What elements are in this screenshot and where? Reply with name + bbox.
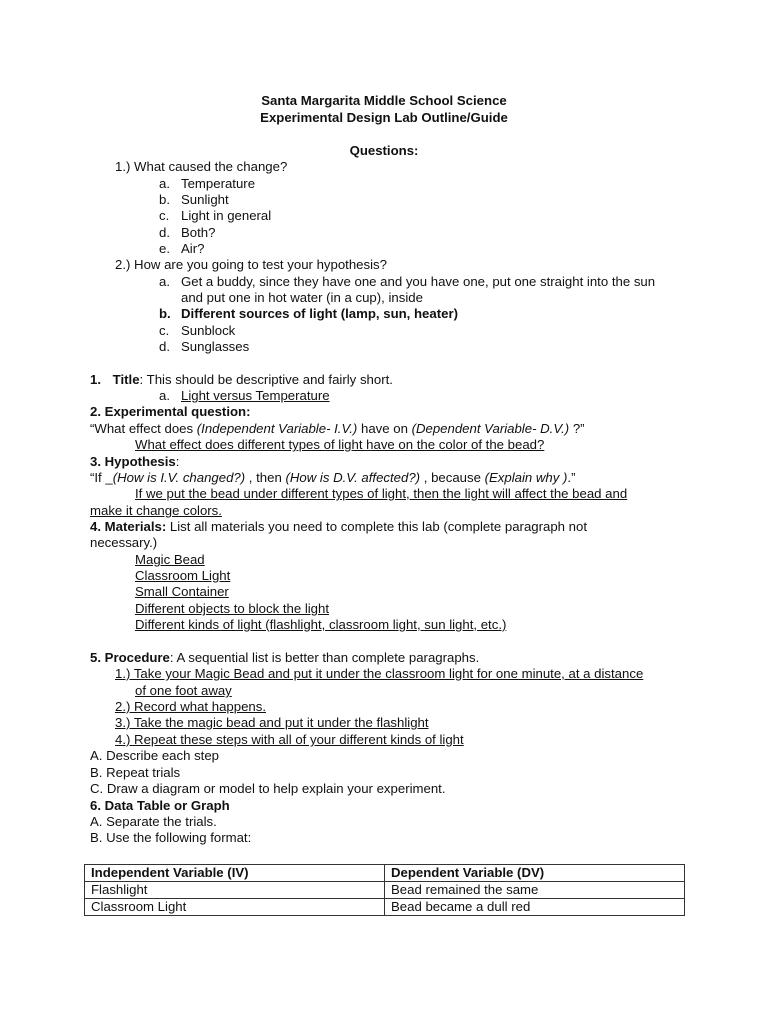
q1-option-light: Light in general [181, 208, 272, 223]
question-1: 1.) What caused the change? [115, 159, 288, 174]
section-2-heading: 2. Experimental question: [90, 404, 251, 419]
section-description: : A sequential list is better than complete paragraphs. [169, 650, 480, 665]
material-item: Small Container [135, 584, 229, 599]
procedure-note: A. Describe each step [90, 748, 220, 763]
list-marker: a. [159, 388, 170, 403]
q2-option-c: Sunblock [181, 323, 236, 338]
q2-option-b: Different sources of light (lamp, sun, heater) [181, 306, 458, 321]
prompt-dv: (Dependent Variable- D.V.) [411, 421, 570, 436]
column-header: Dependent Variable (DV) [385, 865, 685, 882]
prompt-text: , then [245, 470, 286, 485]
procedure-step-1-cont: of one foot away [135, 683, 232, 698]
material-item: Magic Bead [135, 552, 205, 567]
table-cell: Flashlight [85, 882, 385, 899]
table-row [85, 882, 685, 899]
school-title: Santa Margarita Middle School Science [261, 93, 507, 108]
procedure-step-3: 3.) Take the magic bead and put it under the flashlight [115, 715, 429, 730]
prompt-text: “What effect does [90, 421, 197, 436]
table-row [85, 899, 685, 916]
data-table [84, 864, 685, 916]
section-6-heading: 6. Data Table or Graph [90, 798, 230, 813]
list-marker: c. [159, 208, 170, 223]
procedure-step-2: 2.) Record what happens. [115, 699, 267, 714]
prompt-text: “If _ [90, 470, 113, 485]
q1-option-both: Both? [181, 225, 216, 240]
hypothesis-answer-line2: make it change colors. [90, 503, 222, 518]
list-marker: b. [159, 306, 171, 321]
section-heading-text: 3. Hypothesis [90, 454, 176, 469]
data-note: A. Separate the trials. [90, 814, 217, 829]
data-note: B. Use the following format: [90, 830, 252, 845]
q1-option-sunlight: Sunlight [181, 192, 229, 207]
hypothesis-prompt [90, 470, 575, 486]
prompt-text: ?” [569, 421, 585, 436]
list-marker: b. [159, 192, 170, 207]
q2-option-a-line2: and put one in hot water (in a cup), inside [181, 290, 423, 305]
prompt-text: .” [567, 470, 576, 485]
prompt-iv: (How is I.V. changed?) [112, 470, 246, 485]
prompt-why: (Explain why ) [484, 470, 568, 485]
section-5-heading [90, 650, 479, 666]
prompt-text: , because [420, 470, 485, 485]
q1-option-air: Air? [181, 241, 205, 256]
section-3-heading [90, 454, 179, 470]
list-marker: a. [159, 274, 170, 289]
table-cell: Classroom Light [85, 899, 385, 916]
q2-option-d: Sunglasses [181, 339, 250, 354]
questions-heading: Questions: [349, 143, 419, 158]
procedure-note: B. Repeat trials [90, 765, 181, 780]
material-item: Classroom Light [135, 568, 231, 583]
experimental-question-answer: What effect does different types of light have on the color of the bead? [135, 437, 545, 452]
list-marker: d. [159, 225, 170, 240]
table-cell: Bead remained the same [385, 882, 685, 899]
table-cell: Bead became a dull red [385, 899, 685, 916]
list-marker: c. [159, 323, 170, 338]
procedure-note: C. Draw a diagram or model to help explain your experiment. [90, 781, 446, 796]
material-item: Different objects to block the light [135, 601, 330, 616]
procedure-step-4: 4.) Repeat these steps with all of your different kinds of light [115, 732, 464, 747]
section-number: 1. [90, 372, 101, 387]
list-marker: d. [159, 339, 170, 354]
prompt-iv: (Independent Variable- I.V.) [196, 421, 358, 436]
hypothesis-answer-line1: If we put the bead under different types of light, then the light will affect the bead and [135, 486, 628, 501]
column-header: Independent Variable (IV) [85, 865, 385, 882]
prompt-dv: (How is D.V. affected?) [285, 470, 421, 485]
procedure-step-1: 1.) Take your Magic Bead and put it under the classroom light for one minute, at a distance [115, 666, 644, 681]
prompt-text: have on [357, 421, 412, 436]
document-title: Experimental Design Lab Outline/Guide [260, 110, 508, 125]
material-item: Different kinds of light (flashlight, classroom light, sun light, etc.) [135, 617, 507, 632]
section-heading-text: 5. Procedure [90, 650, 170, 665]
title-answer: Light versus Temperature [181, 388, 330, 403]
section-description: List all materials you need to complete this lab (complete paragraph not [166, 519, 587, 534]
q1-option-temperature: Temperature [181, 176, 256, 191]
heading-colon: : [175, 454, 180, 469]
section-description-cont: necessary.) [90, 535, 158, 550]
section-1-title [90, 372, 393, 388]
list-marker: a. [159, 176, 170, 191]
q2-option-a-line1: Get a buddy, since they have one and you have one, put one straight into the sun [181, 274, 656, 289]
experimental-question-prompt [90, 421, 585, 437]
question-2: 2.) How are you going to test your hypothesis? [115, 257, 387, 272]
table-header-row [85, 865, 685, 882]
list-marker: e. [159, 241, 170, 256]
section-heading-text: 4. Materials: [90, 519, 167, 534]
section-4-heading [90, 519, 587, 535]
section-description: : This should be descriptive and fairly short. [139, 372, 393, 387]
section-label: Title [112, 372, 140, 387]
